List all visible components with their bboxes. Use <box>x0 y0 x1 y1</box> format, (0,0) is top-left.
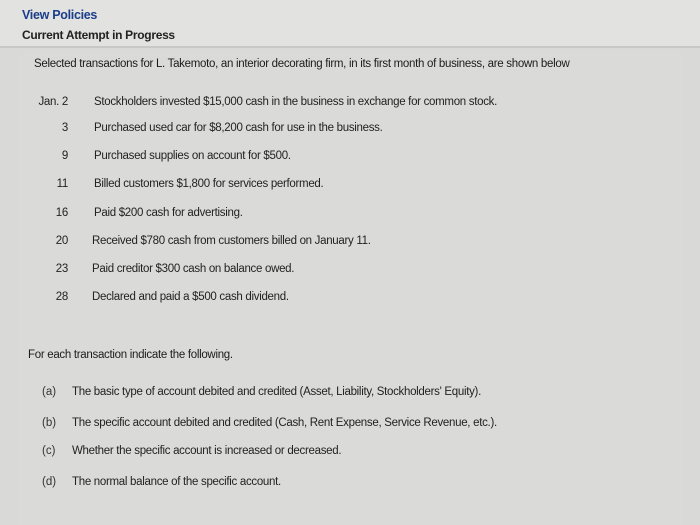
requirement-label: (b) <box>42 417 57 429</box>
header-divider <box>0 46 700 48</box>
transaction-date: 11 <box>56 178 68 190</box>
transaction-description: Stockholders invested $15,000 cash in the business in exchange for common stock. <box>94 96 498 108</box>
transaction-description: Received $780 cash from customers billed on January 11. <box>92 235 371 247</box>
transaction-date: 20 <box>55 235 68 247</box>
requirement-text: The basic type of account debited and credited (Asset, Liability, Stockholders' Equity). <box>72 386 481 398</box>
instruction-text: For each transaction indicate the following. <box>28 349 233 361</box>
transaction-description: Purchased used car for $8,200 cash for use in the business. <box>94 122 383 134</box>
requirement-text: Whether the specific account is increased or decreased. <box>72 445 342 457</box>
requirement-label: (c) <box>42 445 56 457</box>
requirement-text: The specific account debited and credited (Cash, Rent Expense, Service Revenue, etc.). <box>72 417 497 429</box>
transaction-date: Jan. 2 <box>38 96 68 108</box>
requirement-label: (d) <box>42 476 57 488</box>
transaction-description: Purchased supplies on account for $500. <box>94 150 291 162</box>
requirement-label: (a) <box>42 386 57 398</box>
requirement-text: The normal balance of the specific account. <box>72 476 281 488</box>
question-intro: Selected transactions for L. Takemoto, an interior decorating firm, in its first month of business, are shown below <box>34 58 570 70</box>
transaction-description: Billed customers $1,800 for services performed. <box>94 178 324 190</box>
transaction-date: 28 <box>55 291 68 303</box>
transaction-date: 9 <box>61 150 68 162</box>
transaction-date: 3 <box>61 122 68 134</box>
view-policies-link[interactable]: View Policies <box>22 8 98 22</box>
transaction-description: Paid creditor $300 cash on balance owed. <box>92 263 295 275</box>
transaction-description: Declared and paid a $500 cash dividend. <box>92 291 289 303</box>
transaction-date: 23 <box>55 263 68 275</box>
attempt-status-title: Current Attempt in Progress <box>22 28 175 42</box>
transaction-date: 16 <box>55 207 68 219</box>
transaction-description: Paid $200 cash for advertising. <box>94 207 243 219</box>
